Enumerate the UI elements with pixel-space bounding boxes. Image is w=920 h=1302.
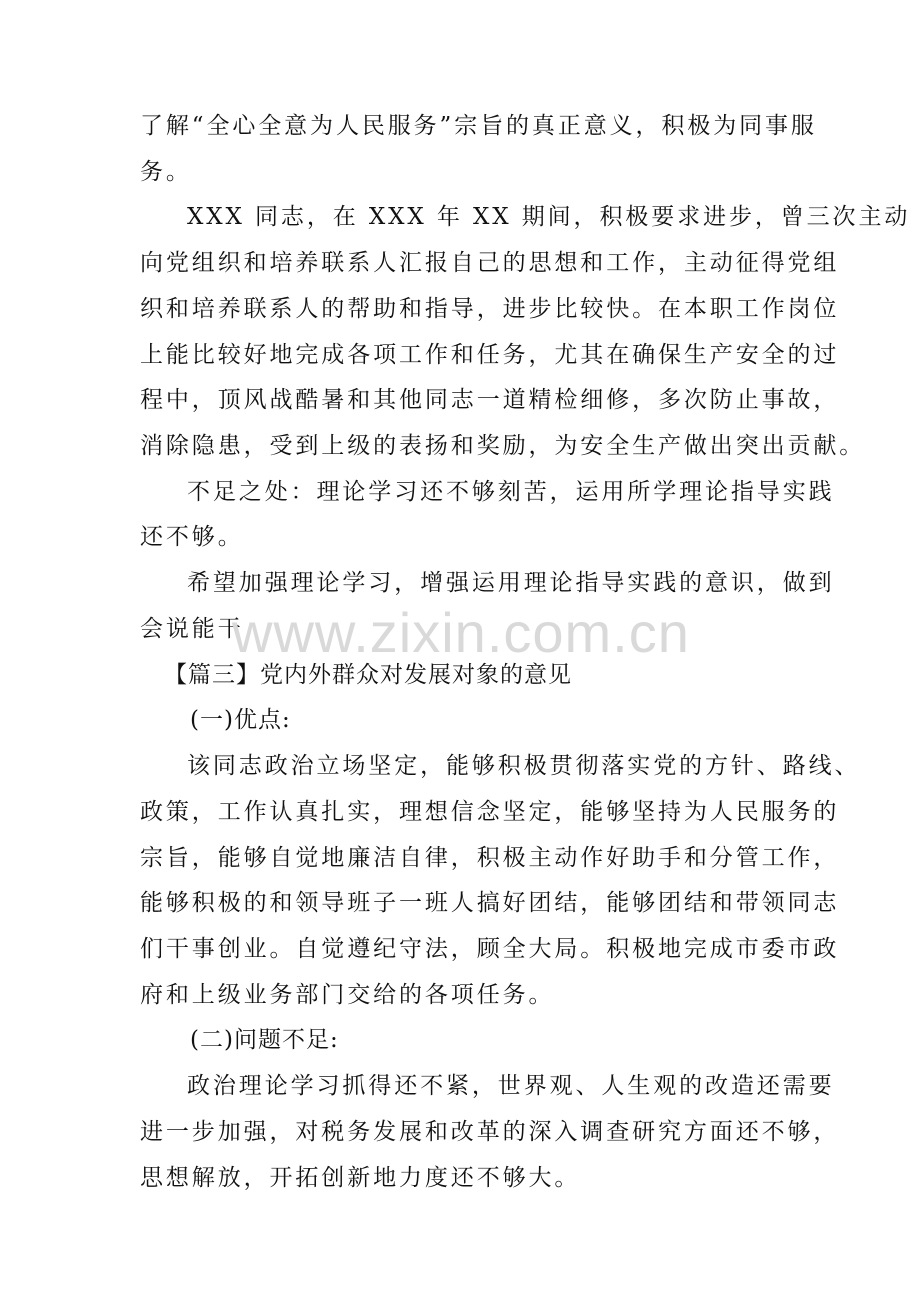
- text-line: 织和培养联系人的帮助和指导，进步比较快。在本职工作岗位: [140, 296, 840, 322]
- text-line: 不足之处：理论学习还不够刻苦，运用所学理论指导实践: [187, 479, 835, 505]
- text-line: 希望加强理论学习，增强运用理论指导实践的意识，做到: [187, 570, 835, 596]
- text-line: 程中，顶风战酷暑和其他同志一道精检细修，多次防止事故，: [140, 387, 840, 413]
- watermark: www.zixin.com.cn: [232, 601, 690, 664]
- text-line: 府和上级业务部门交给的各项任务。: [140, 982, 555, 1008]
- text-line: 消除隐患，受到上级的表扬和奖励，为安全生产做出突出贡献。: [140, 433, 866, 459]
- text-line: 政策，工作认真扎实，理想信念坚定，能够坚持为人民服务的: [140, 799, 840, 825]
- text-line: 了解“全心全意为人民服务”宗旨的真正意义，积极为同事服: [140, 113, 817, 139]
- text-line: 上能比较好地完成各项工作和任务，尤其在确保生产安全的过: [140, 342, 840, 368]
- text-line: XXX 同志，在 XXX 年 XX 期间，积极要求进步，曾三次主动: [187, 204, 911, 230]
- text-line: 会说能干: [140, 616, 244, 642]
- text-line: 进一步加强，对税务发展和改革的深入调查研究方面还不够，: [140, 1119, 840, 1145]
- text-line: 向党组织和培养联系人汇报自己的思想和工作，主动征得党组: [140, 250, 840, 276]
- subheading: (一)优点:: [190, 707, 291, 733]
- text-line: 们干事创业。自觉遵纪守法，顾全大局。积极地完成市委市政: [140, 936, 840, 962]
- text-line: 该同志政治立场坚定，能够积极贯彻落实党的方针、路线、: [187, 753, 861, 779]
- text-line: 还不够。: [140, 524, 244, 550]
- subheading: (二)问题不足:: [190, 1027, 339, 1053]
- text-line: 务。: [140, 159, 192, 185]
- text-line: 宗旨，能够自觉地廉洁自律，积极主动作好助手和分管工作，: [140, 845, 840, 871]
- text-line: 能够积极的和领导班子一班人搞好团结，能够团结和带领同志: [140, 890, 840, 916]
- section-heading: 【篇三】党内外群众对发展对象的意见: [164, 662, 572, 688]
- text-line: 政治理论学习抓得还不紧，世界观、人生观的改造还需要: [187, 1073, 835, 1099]
- text-line: 思想解放，开拓创新地力度还不够大。: [140, 1165, 581, 1191]
